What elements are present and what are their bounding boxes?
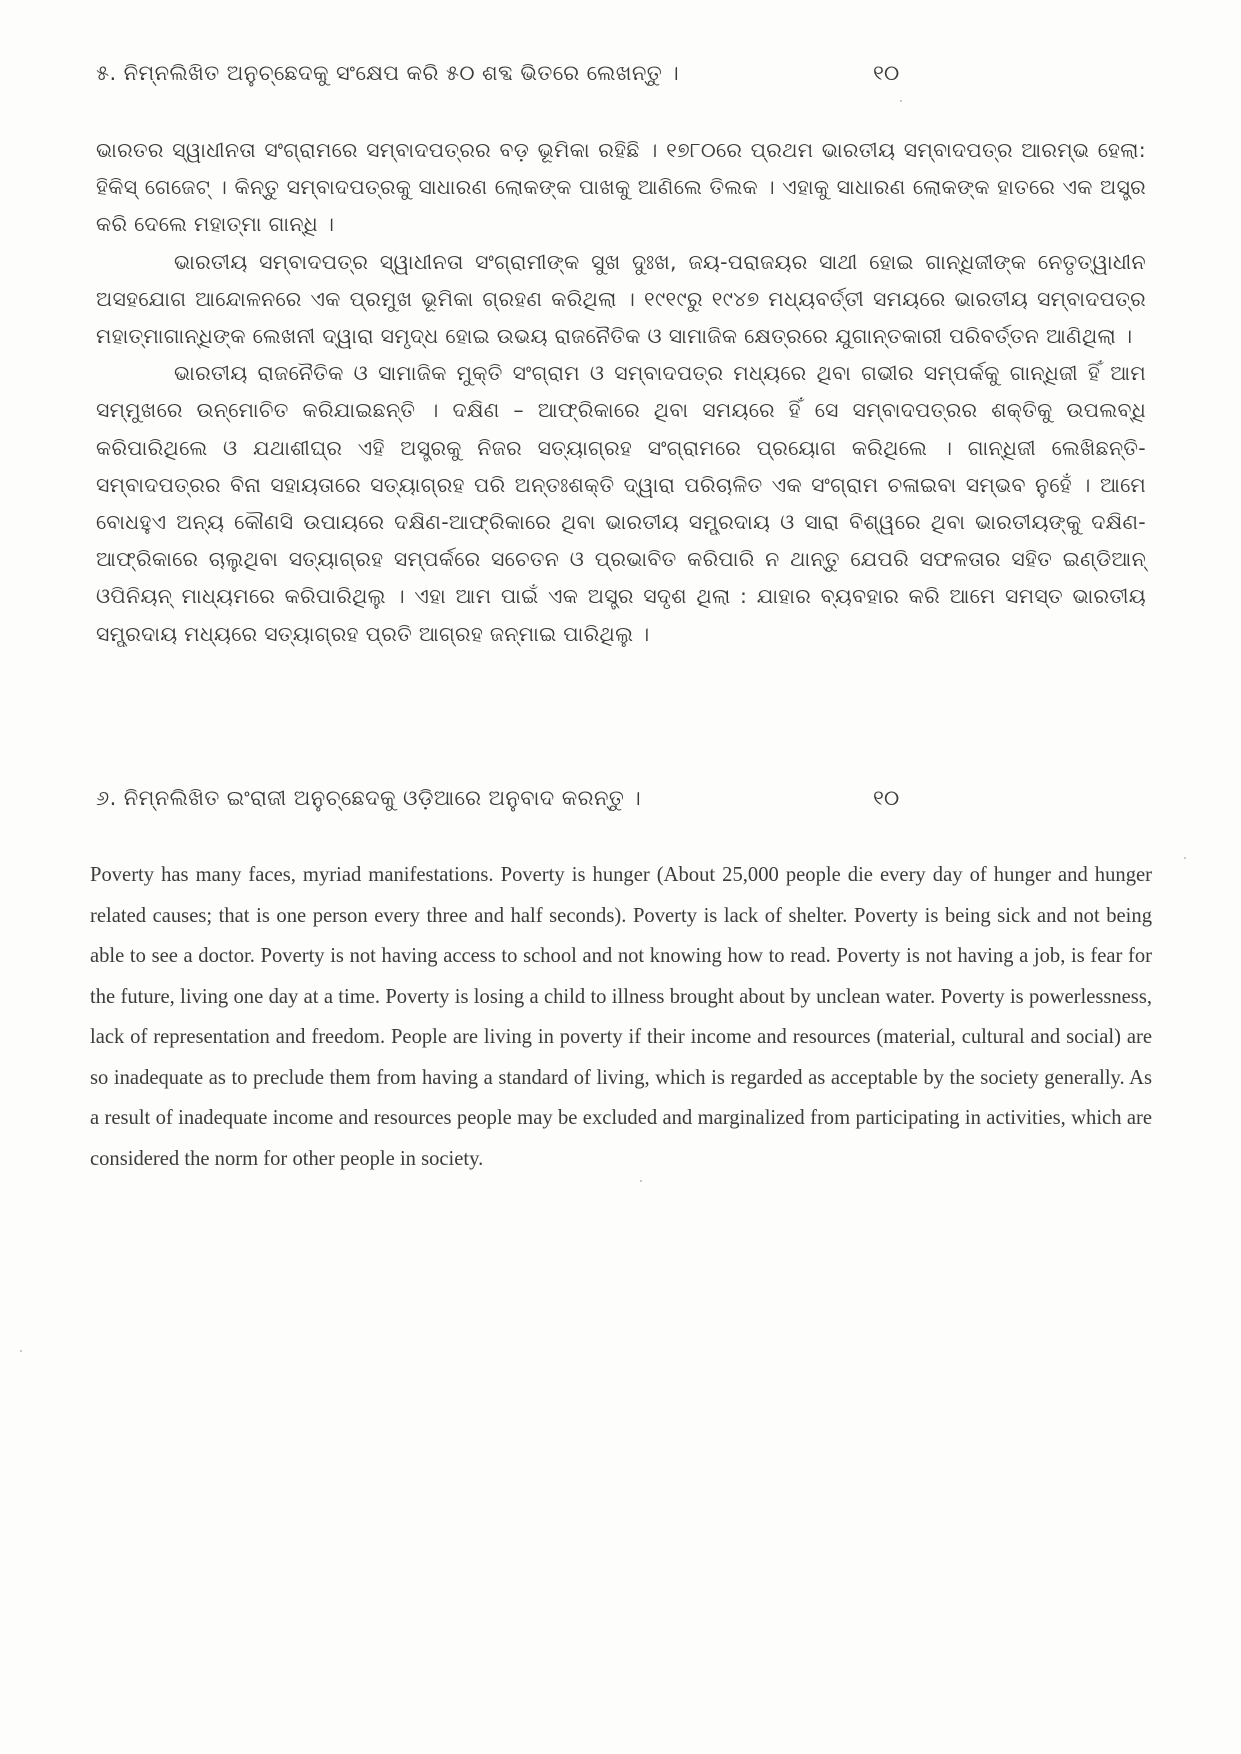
- scan-speck: [1184, 857, 1186, 859]
- question-6-heading: ୬. ନିମ୍ନଲିଖିତ ଇଂରାଜୀ ଅନୁଚ୍ଛେଦକୁ ଓଡ଼ିଆରେ ଅନୁବାଦ କରନ୍ତୁ ।: [96, 786, 642, 810]
- scan-speck: [640, 1180, 642, 1182]
- passage-paragraph-1: ଭାରତର ସ୍ୱାଧୀନତା ସଂଗ୍ରାମରେ ସମ୍ବାଦପତ୍ରର ବଡ଼ ଭୂମିକା ରହିଛି । ୧୭୮୦ରେ ପ୍ରଥମ ଭାରତୀୟ ସମ୍ବାଦପତ୍ର ଆରମ୍ଭ ହେଲା: ହିକିସ୍ ଗେଜେଟ୍ । କିନ୍ତୁ ସମ୍ବାଦପତ୍ରକୁ ସାଧାରଣ ଲୋକଙ୍କ ପାଖକୁ ଆଣିଲେ ତିଲକ । ଏହାକୁ ସାଧାରଣ ଲୋକଙ୍କ ହାତରେ ଏକ ଅସ୍ତ୍ର କରି ଦେଲେ ମହାତ୍ମା ଗାନ୍ଧି ।: [96, 138, 1146, 237]
- scan-speck: [900, 100, 902, 102]
- passage-paragraph-3: ଭାରତୀୟ ରାଜନୈତିକ ଓ ସାମାଜିକ ମୁକ୍ତି ସଂଗ୍ରାମ ଓ ସମ୍ବାଦପତ୍ର ମଧ୍ୟରେ ଥିବା ଗଭୀର ସମ୍ପର୍କକୁ ଗାନ୍ଧିଜୀ ହିଁ ଆମ ସମ୍ମୁଖରେ ଉନ୍ମୋଚିତ କରିଯାଇଛନ୍ତି । ଦକ୍ଷିଣ – ଆଫ୍ରିକାରେ ଥିବା ସମୟରେ ହିଁ ସେ ସମ୍ବାଦପତ୍ରର ଶକ୍ତିକୁ ଉପଲବ୍ଧି କରିପାରିଥିଲେ ଓ ଯଥାଶୀଘ୍ର ଏହି ଅସ୍ତ୍ରକୁ ନିଜର ସତ୍ୟାଗ୍ରହ ସଂଗ୍ରାମରେ ପ୍ରୟୋଗ କରିଥିଲେ । ଗାନ୍ଧିଜୀ ଲେଖିଛନ୍ତି- ସମ୍ବାଦପତ୍ରର ବିନା ସହାୟତାରେ ସତ୍ୟାଗ୍ରହ ପରି ଅନ୍ତଃଶକ୍ତି ଦ୍ୱାରା ପରିଚାଳିତ ଏକ ସଂଗ୍ରାମ ଚଳାଇବା ସମ୍ଭବ ନୁହେଁ । ଆମେ ବୋଧହୁଏ ଅନ୍ୟ କୌଣସି ଉପାୟରେ ଦକ୍ଷିଣ-ଆଫ୍ରିକାରେ ଥିବା ଭାରତୀୟ ସମ୍ପ୍ରଦାୟ ଓ ସାରା ବିଶ୍ୱରେ ଥିବା ଭାରତୀୟଙ୍କୁ ଦକ୍ଷିଣ-ଆଫ୍ରିକାରେ ଚାଲୁଥିବା ସତ୍ୟାଗ୍ରହ ସମ୍ପର୍କରେ ସଚେତନ ଓ ପ୍ରଭାବିତ କରିପାରି ନ ଥାନ୍ତୁ ଯେପରି ସଫଳତାର ସହିତ ଇଣ୍ଡିଆନ୍ ଓପିନିୟନ୍ ମାଧ୍ୟମରେ କରିପାରିଥିଲୁ । ଏହା ଆମ ପାଇଁ ଏକ ଅସ୍ତ୍ର ସଦୃଶ ଥିଲା : ଯାହାର ବ୍ୟବହାର କରି ଆମେ ସମସ୍ତ ଭାରତୀୟ ସମ୍ପ୍ରଦାୟ ମଧ୍ୟରେ ସତ୍ୟାଗ୍ରହ ପ୍ରତି ଆଗ୍ରହ ଜନ୍ମାଇ ପାରିଥିଲୁ ।: [96, 361, 1146, 646]
- question-5-marks: ୧୦: [873, 61, 900, 85]
- passage-paragraph-2: ଭାରତୀୟ ସମ୍ବାଦପତ୍ର ସ୍ୱାଧୀନତା ସଂଗ୍ରାମୀଙ୍କ ସୁଖ ଦୁଃଖ, ଜୟ-ପରାଜୟର ସାଥୀ ହୋଇ ଗାନ୍ଧିଜୀଙ୍କ ନେତୃତ୍ୱାଧୀନ ଅସହଯୋଗ ଆନ୍ଦୋଳନରେ ଏକ ପ୍ରମୁଖ ଭୂମିକା ଗ୍ରହଣ କରିଥିଲା । ୧୯୧୯ରୁ ୧୯୪୭ ମଧ୍ୟବର୍ତ୍ତୀ ସମୟରେ ଭାରତୀୟ ସମ୍ବାଦପତ୍ର ମହାତ୍ମାଗାନ୍ଧିଙ୍କ ଲେଖନୀ ଦ୍ୱାରା ସମୃଦ୍ଧ ହୋଇ ଉଭୟ ରାଜନୈତିକ ଓ ସାମାଜିକ କ୍ଷେତ୍ରରେ ଯୁଗାନ୍ତକାରୀ ପରିବର୍ତ୍ତନ ଆଣିଥିଲା ।: [96, 249, 1146, 349]
- question-5-heading: ୫. ନିମ୍ନଲିଖିତ ଅନୁଚ୍ଛେଦକୁ ସଂକ୍ଷେପ କରି ୫୦ ଶବ୍ଦ ଭିତରେ ଲେଖନ୍ତୁ ।: [96, 61, 680, 85]
- question-5-passage: [96, 132, 1146, 653]
- question-6-marks: ୧୦: [873, 786, 900, 810]
- question-6-english-passage: [90, 855, 1152, 1179]
- english-paragraph: Poverty has many faces, myriad manifestations. Poverty is hunger (About 25,000 people die every day of hunger and hunger related causes; that is one person every three and half seconds). Poverty is lack of shelter. Poverty is being sick and not being able to see a doctor. Poverty is not having access to school and not knowing how to read. Poverty is not having a job, is fear for the future, living one day at a time. Poverty is losing a child to illness brought about by unclean water. Poverty is powerlessness, lack of representation and freedom. People are living in poverty if their income and resources (material, cultural and social) are so inadequate as to preclude them from having a standard of living, which is regarded as acceptable by the society generally. As a result of inadequate income and resources people may be excluded and marginalized from participating in activities, which are considered the norm for other people in society.: [90, 864, 1152, 1170]
- scan-speck: [20, 1350, 22, 1352]
